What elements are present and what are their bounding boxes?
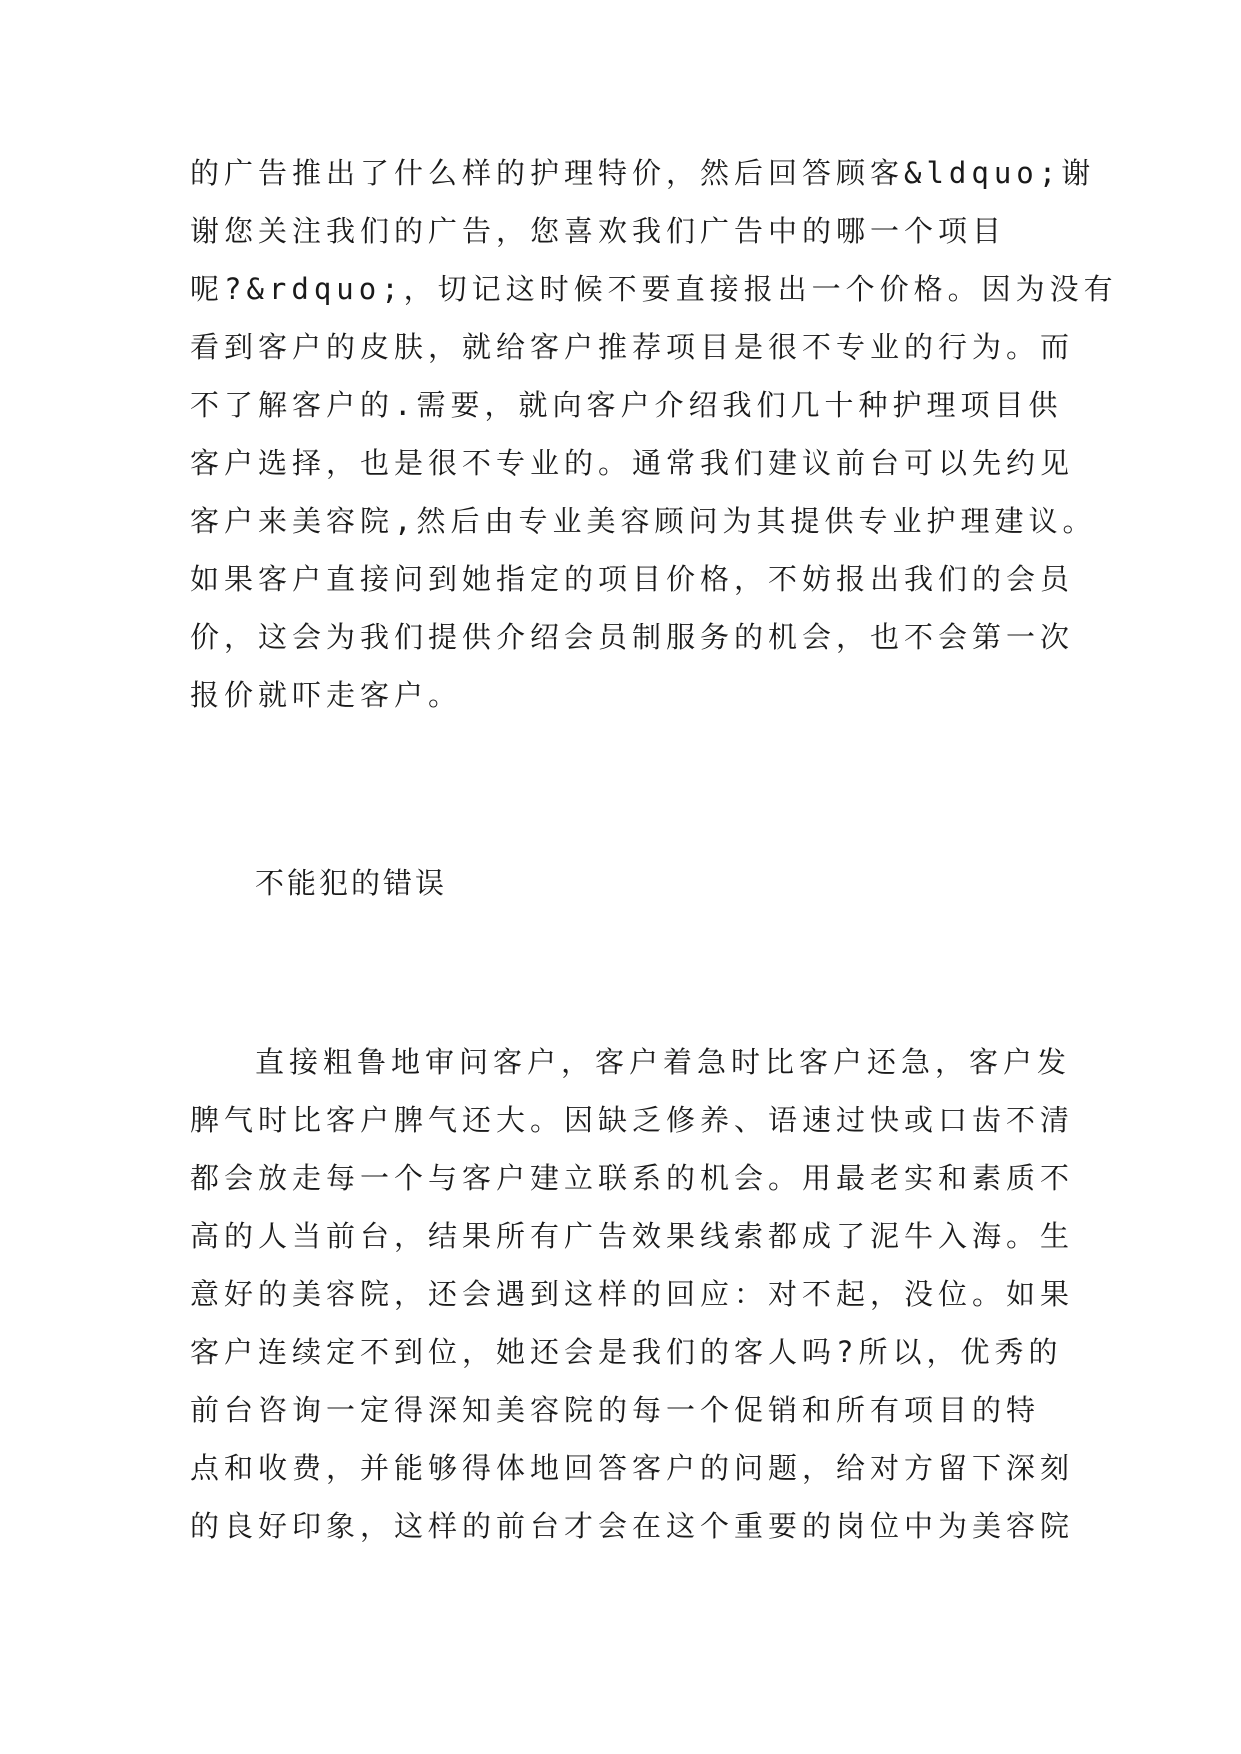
paragraph1-line: 客户选择，也是很不专业的。通常我们建议前台可以先约见 [190, 446, 1075, 480]
paragraph2-line: 高的人当前台，结果所有广告效果线索都成了泥牛入海。生 [190, 1219, 1075, 1253]
paragraph1-line: 谢您关注我们的广告，您喜欢我们广告中的哪一个项目 [190, 214, 1007, 248]
section-heading: 不能犯的错误 [255, 866, 448, 900]
paragraph1-line: 呢?&rdquo;，切记这时候不要直接报出一个价格。因为没有 [190, 272, 1118, 306]
paragraph2-line: 意好的美容院，还会遇到这样的回应：对不起，没位。如果 [190, 1277, 1075, 1311]
paragraph2-line: 直接粗鲁地审问客户，客户着急时比客户还急，客户发 [255, 1045, 1072, 1079]
paragraph2-line: 点和收费，并能够得体地回答客户的问题，给对方留下深刻 [190, 1451, 1075, 1485]
paragraph1-line: 看到客户的皮肤，就给客户推荐项目是很不专业的行为。而 [190, 330, 1075, 364]
paragraph1-line: 报价就吓走客户。 [190, 678, 463, 712]
paragraph2-line: 都会放走每一个与客户建立联系的机会。用最老实和素质不 [190, 1161, 1075, 1195]
paragraph1-line: 客户来美容院,然后由专业美容顾问为其提供专业护理建议。 [190, 504, 1097, 538]
paragraph2-line: 的良好印象，这样的前台才会在这个重要的岗位中为美容院 [190, 1509, 1075, 1543]
paragraph1-line: 如果客户直接问到她指定的项目价格，不妨报出我们的会员 [190, 562, 1075, 596]
paragraph2-line: 前台咨询一定得深知美容院的每一个促销和所有项目的特 [190, 1393, 1041, 1427]
paragraph2-line: 客户连续定不到位，她还会是我们的客人吗?所以，优秀的 [190, 1335, 1063, 1369]
paragraph1-line: 价，这会为我们提供介绍会员制服务的机会，也不会第一次 [190, 620, 1075, 654]
paragraph1-line: 不了解客户的.需要，就向客户介绍我们几十种护理项目供 [190, 388, 1063, 422]
paragraph2-line: 脾气时比客户脾气还大。因缺乏修养、语速过快或口齿不清 [190, 1103, 1075, 1137]
paragraph1-line: 的广告推出了什么样的护理特价，然后回答顾客&ldquo;谢 [190, 156, 1096, 190]
